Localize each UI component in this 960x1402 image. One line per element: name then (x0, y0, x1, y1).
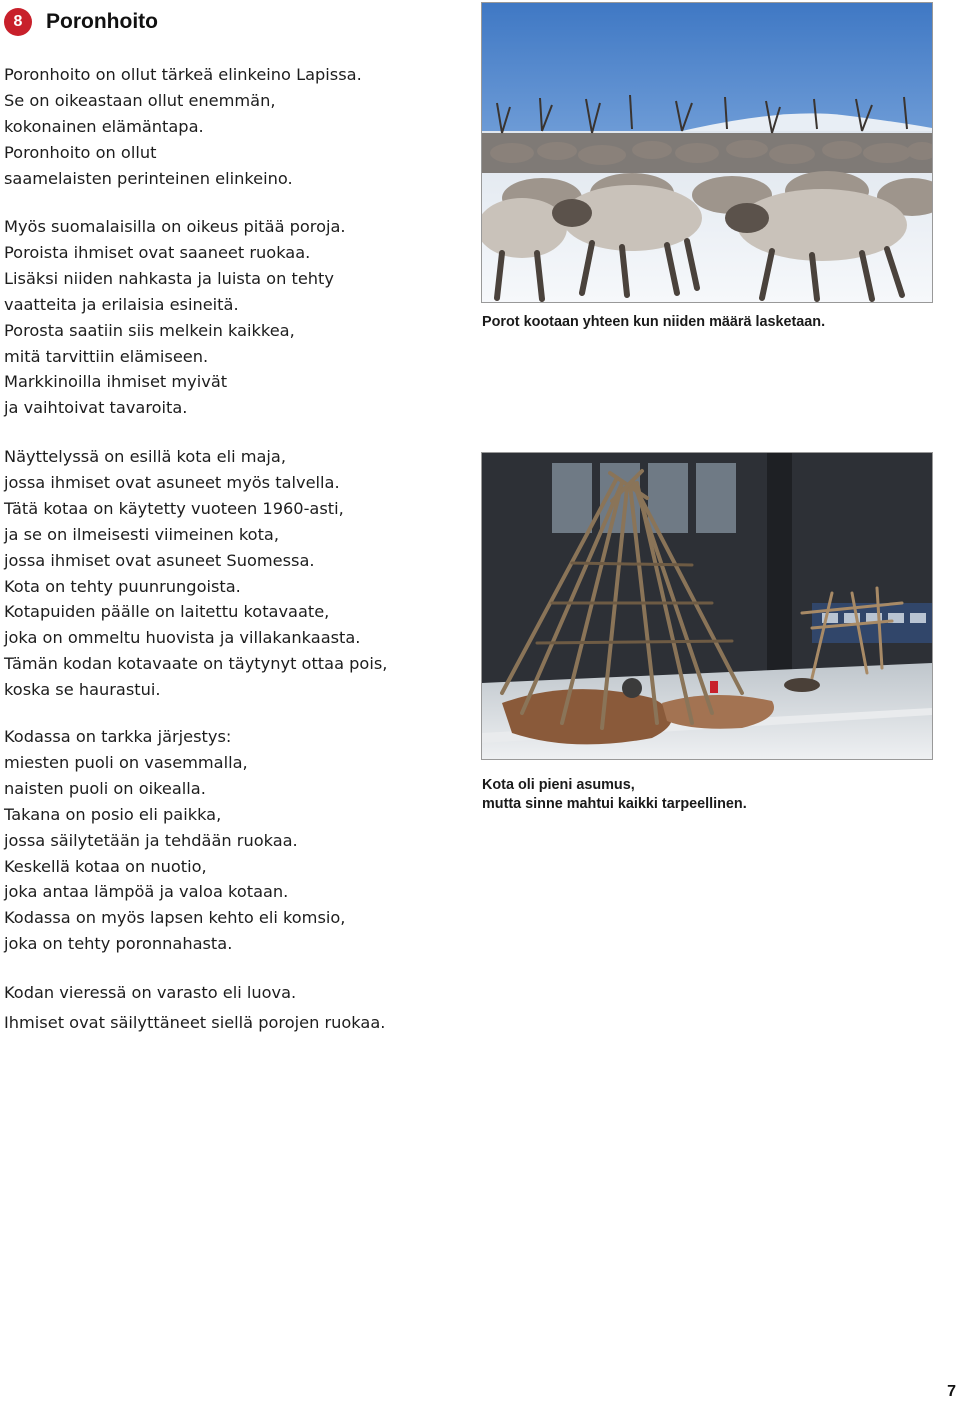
text-line: jossa ihmiset ovat asuneet myös talvella. (4, 472, 340, 492)
caption-line: Kota oli pieni asumus, (482, 777, 635, 793)
text-line: Poroista ihmiset ovat saaneet ruokaa. (4, 242, 311, 262)
text-line: Kodassa on tarkka järjestys: (4, 727, 232, 746)
text-line: Poronhoito on ollut (4, 142, 157, 162)
text-line: Myös suomalaisilla on oikeus pitää poroja. (4, 217, 346, 236)
text-line: Kodassa on myös lapsen kehto eli komsio, (4, 908, 346, 928)
text-line: Porosta saatiin siis melkein kaikkea, (4, 320, 295, 340)
paragraph-2 (4, 214, 464, 421)
text-line: Keskellä kotaa on nuotio, (4, 856, 207, 876)
reindeer-herd-icon (482, 3, 932, 302)
paragraph-3 (4, 444, 464, 703)
text-line: Poronhoito on ollut tärkeä elinkeino Lapissa. (4, 65, 362, 84)
reindeer-photo-caption (482, 313, 942, 332)
text-line: jossa ihmiset ovat asuneet Suomessa. (4, 550, 315, 570)
kota-hut-photo (481, 452, 933, 760)
text-line: mitä tarvittiin elämiseen. (4, 346, 209, 366)
section-number-badge: 8 (4, 8, 32, 36)
text-line: joka antaa lämpöä ja valoa kotaan. (4, 882, 289, 902)
text-line: joka on ommeltu huovista ja villakankaasta. (4, 628, 361, 648)
text-line: Takana on posio eli paikka, (4, 804, 222, 824)
text-line: Markkinoilla ihmiset myivät (4, 372, 228, 392)
text-line: jossa säilytetään ja tehdään ruokaa. (4, 830, 298, 850)
text-line: vaatteita ja erilaisia esineitä. (4, 294, 239, 314)
text-line: Ihmiset ovat säilyttäneet siellä porojen ruokaa. (4, 1012, 386, 1032)
paragraph-1 (4, 62, 464, 192)
text-line: Lisäksi niiden nahkasta ja luista on tehty (4, 268, 334, 288)
caption-line: Porot kootaan yhteen kun niiden määrä lasketaan. (482, 314, 826, 330)
page-title: Poronhoito (46, 10, 158, 33)
page-header (4, 6, 158, 38)
kota-photo-caption (482, 776, 942, 814)
text-line: Kodan vieressä on varasto eli luova. (4, 983, 297, 1002)
text-line: Näyttelyssä on esillä kota eli maja, (4, 447, 286, 466)
text-line: joka on tehty poronnahasta. (4, 934, 233, 954)
text-line: Kotapuiden päälle on laitettu kotavaate, (4, 602, 330, 622)
paragraph-5 (4, 980, 464, 1036)
paragraph-4 (4, 724, 464, 957)
text-line: Tämän kodan kotavaate on täytynyt ottaa pois, (4, 654, 388, 674)
text-line: ja se on ilmeisesti viimeinen kota, (4, 524, 279, 544)
caption-line: mutta sinne mahtui kaikki tarpeellinen. (482, 796, 747, 812)
text-line: saamelaisten perinteinen elinkeino. (4, 168, 293, 188)
text-line: Kota on tehty puunrungoista. (4, 576, 241, 596)
text-line: kokonainen elämäntapa. (4, 116, 204, 136)
text-line: miesten puoli on vasemmalla, (4, 752, 248, 772)
reindeer-herd-photo (481, 2, 933, 303)
text-line: Se on oikeastaan ollut enemmän, (4, 90, 276, 110)
text-line: ja vaihtoivat tavaroita. (4, 398, 188, 418)
text-line: Tätä kotaa on käytetty vuoteen 1960-asti, (4, 498, 344, 518)
text-line: koska se haurastui. (4, 680, 161, 700)
page-number: 7 (947, 1383, 956, 1400)
text-line: naisten puoli on oikealla. (4, 778, 206, 798)
kota-hut-icon (482, 453, 932, 759)
